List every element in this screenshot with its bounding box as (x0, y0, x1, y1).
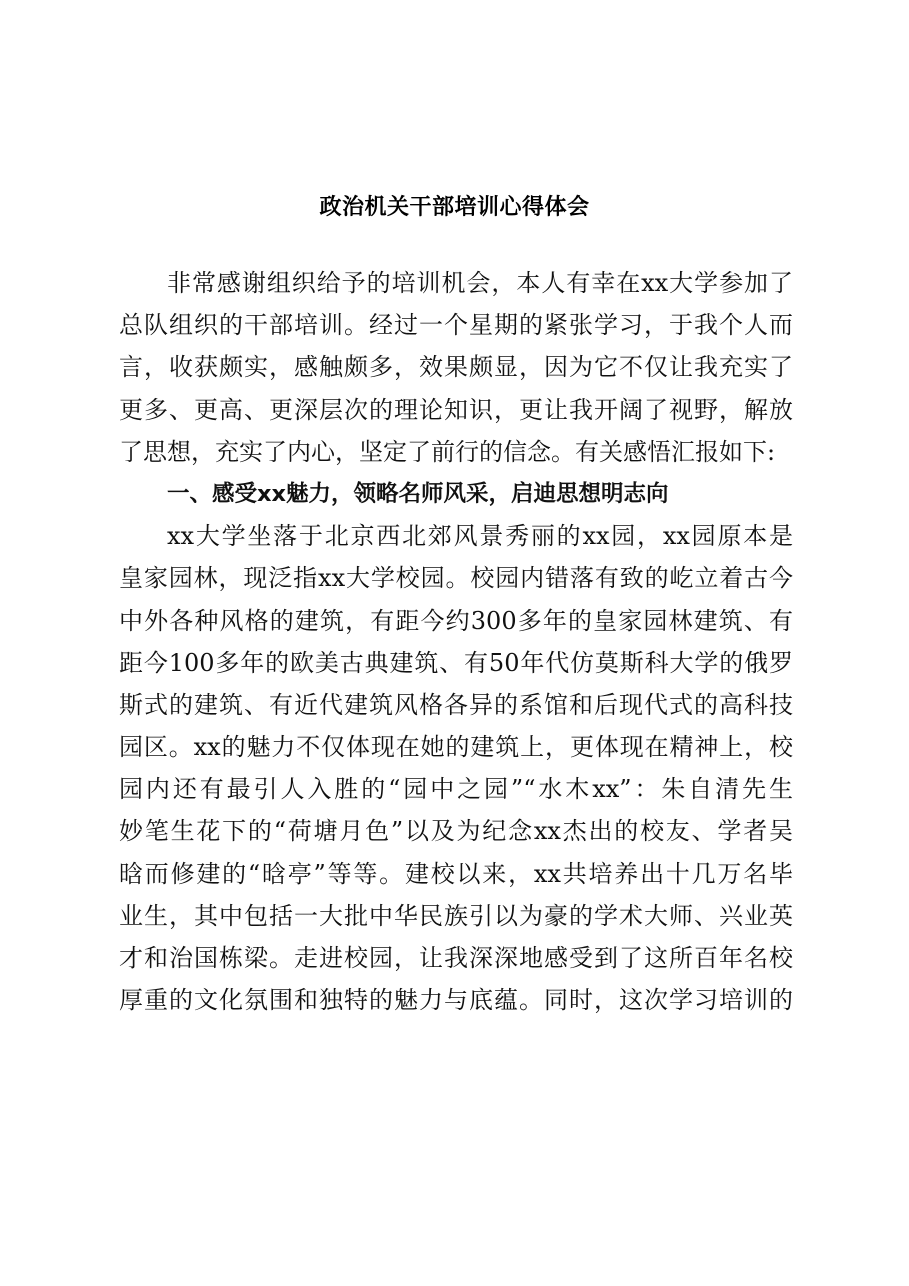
paragraph-line: 晗而修建的“晗亭”等等。建校以来，xx共培养出十几万名毕 (119, 859, 793, 888)
paragraph-line: 更多、更高、更深层次的理论知识，更让我开阔了视野，解放 (119, 395, 793, 424)
section-heading: 一、感受xx魅力，领略名师风采，启迪思想明志向 (167, 480, 669, 507)
paragraph-line: 中外各种风格的建筑，有距今约300多年的皇家园林建筑、有 (119, 606, 793, 635)
paragraph-line: 园区。xx的魅力不仅体现在她的建筑上，更体现在精神上，校 (119, 733, 793, 762)
paragraph-line: 园内还有最引人入胜的“园中之园”“水木xx”：朱自清先生 (119, 775, 793, 804)
paragraph-line: 非常感谢组织给予的培训机会，本人有幸在xx大学参加了 (167, 269, 793, 297)
document-body (119, 262, 793, 1021)
paragraph-line: 了思想，充实了内心，坚定了前行的信念。有关感悟汇报如下: (119, 437, 776, 466)
paragraph-line: 妙笔生花下的“荷塘月色”以及为纪念xx杰出的校友、学者吴 (119, 817, 793, 846)
paragraph-line: 总队组织的干部培训。经过一个星期的紧张学习，于我个人而 (119, 311, 793, 340)
paragraph-line: xx大学坐落于北京西北郊风景秀丽的xx园，xx园原本是 (167, 522, 793, 551)
paragraph-line: 距今100多年的欧美古典建筑、有50年代仿莫斯科大学的俄罗 (119, 648, 793, 677)
paragraph-line: 业生，其中包括一大批中华民族引以为豪的学术大师、兴业英 (119, 901, 793, 930)
paragraph-line: 厚重的文化氛围和独特的魅力与底蕴。同时，这次学习培训的 (119, 986, 793, 1015)
paragraph-line: 皇家园林，现泛指xx大学校园。校园内错落有致的屹立着古今 (119, 564, 793, 593)
paragraph-line: 才和治国栋梁。走进校园，让我深深地感受到了这所百年名校 (119, 944, 793, 972)
paragraph-line: 言，收获颇实，感触颇多，效果颇显，因为它不仅让我充实了 (119, 353, 793, 382)
document-title: 政治机关干部培训心得体会 (319, 194, 590, 220)
paragraph-line: 斯式的建筑、有近代建筑风格各异的系馆和后现代式的高科技 (119, 690, 793, 719)
